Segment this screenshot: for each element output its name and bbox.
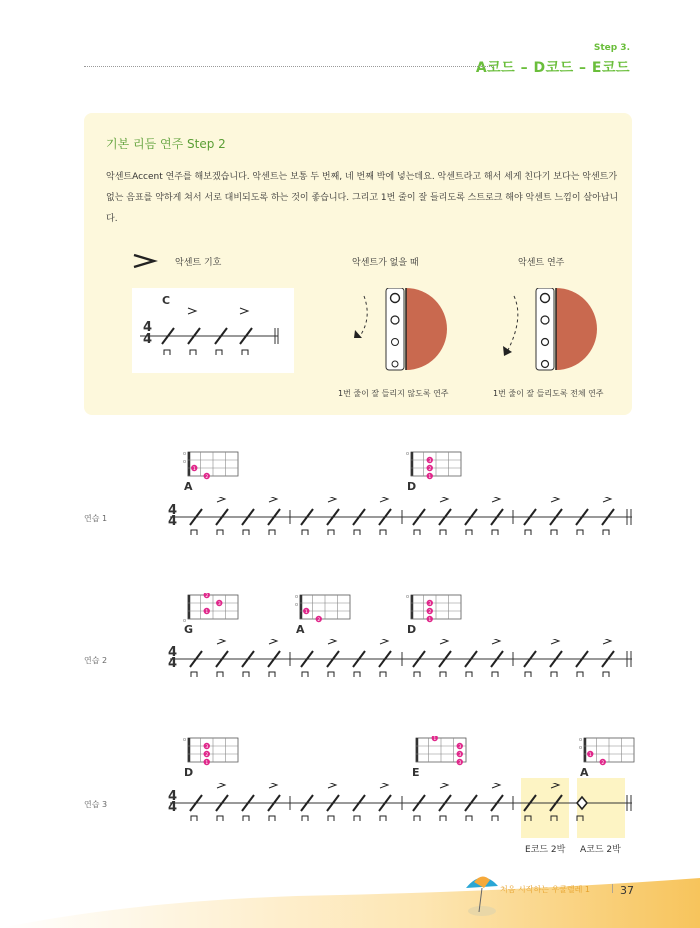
accent-mark [440, 639, 448, 644]
diamond-note [577, 797, 587, 809]
down-stroke-mark [577, 672, 583, 677]
accent-mark [328, 497, 336, 502]
down-stroke-mark [191, 530, 197, 535]
accent-mark [380, 783, 388, 788]
page-number: 37 [620, 884, 634, 897]
accent-mark [380, 497, 388, 502]
a-chord-note: A코드 2박 [580, 845, 621, 855]
accent-mark [492, 783, 500, 788]
down-stroke-mark [414, 816, 420, 821]
finger-number: 2 [317, 618, 321, 623]
time-signature: 4 4 [143, 320, 153, 347]
down-stroke-mark [191, 672, 197, 677]
down-stroke-mark [269, 816, 275, 821]
down-stroke-mark [577, 816, 583, 821]
down-stroke-mark [577, 530, 583, 535]
finger-number: 2 [428, 467, 432, 472]
down-stroke-mark [302, 672, 308, 677]
down-stroke-mark [380, 672, 386, 677]
book-title: 처음 시작하는 우쿨렐레 1 [500, 885, 590, 894]
e-chord-note: E코드 2박 [525, 845, 566, 855]
exercise-label: 연습 2 [84, 656, 108, 665]
open-string-marker: o [406, 594, 410, 600]
chord-diagram-g [180, 593, 240, 627]
accent-mark [217, 639, 225, 644]
down-stroke-mark [551, 816, 557, 821]
open-string-marker: o [295, 602, 299, 608]
down-stroke-mark [302, 530, 308, 535]
chord-diagram-e [408, 736, 468, 770]
down-stroke-mark [525, 672, 531, 677]
rhythm-staff [165, 783, 645, 823]
down-stroke-mark [603, 672, 609, 677]
finger-number: 3 [217, 602, 221, 607]
down-stroke-mark [380, 530, 386, 535]
down-stroke-mark [551, 672, 557, 677]
chord-name: A [184, 480, 193, 493]
down-stroke-mark [328, 816, 334, 821]
finger-number: 1 [192, 467, 196, 472]
down-stroke-mark [380, 816, 386, 821]
chord-diagram-a [180, 450, 240, 484]
chord-diagram-a [292, 593, 352, 627]
down-stroke-mark [354, 672, 360, 677]
time-signature: 4 4 [168, 503, 178, 529]
open-string-marker: o [183, 618, 187, 624]
down-stroke-mark [525, 530, 531, 535]
down-stroke-mark [492, 672, 498, 677]
accent-mark [603, 639, 611, 644]
down-stroke-mark [414, 530, 420, 535]
down-stroke-mark [269, 530, 275, 535]
down-stroke-mark [354, 530, 360, 535]
finger-number: 3 [428, 459, 432, 464]
finger-number: 2 [205, 475, 209, 480]
finger-number: 2 [601, 761, 605, 766]
footer-separator: | [611, 884, 615, 894]
open-string-marker: o [579, 737, 583, 743]
down-stroke-mark [328, 530, 334, 535]
finger-number: 1 [433, 737, 437, 742]
down-stroke-mark [191, 816, 197, 821]
down-stroke-mark [466, 672, 472, 677]
no-accent-caption: 1번 줄이 잘 들리지 않도록 연주 [338, 389, 449, 398]
finger-number: 3 [458, 761, 462, 766]
chord-name: G [184, 623, 194, 636]
down-stroke-mark [243, 672, 249, 677]
rhythm-staff [165, 639, 645, 679]
finger-number: 1 [205, 761, 209, 766]
rhythm-staff [165, 497, 645, 537]
chord-name: D [407, 480, 417, 493]
accent-mark [603, 497, 611, 502]
open-string-marker: o [183, 451, 187, 457]
down-stroke-mark [492, 530, 498, 535]
section-title: A코드 – D코드 – E코드 [475, 60, 630, 76]
finger-number: 2 [205, 594, 209, 599]
no-accent-label: 악센트가 없을 때 [352, 258, 419, 268]
down-stroke-mark [603, 530, 609, 535]
chord-name: E [412, 766, 420, 779]
finger-number: 3 [458, 745, 462, 750]
accent-mark [492, 639, 500, 644]
accent-illustration [500, 288, 610, 378]
accent-mark [269, 497, 277, 502]
step-label: Step 3. [593, 43, 630, 53]
accent-mark [551, 497, 559, 502]
finger-number: 1 [304, 610, 308, 615]
finger-number: 3 [458, 753, 462, 758]
finger-number: 3 [205, 745, 209, 750]
down-stroke-mark [414, 672, 420, 677]
accent-caption: 1번 줄이 잘 들리도록 전체 연주 [493, 389, 604, 398]
accent-mark [380, 639, 388, 644]
chord-name: D [407, 623, 417, 636]
down-stroke-mark [440, 816, 446, 821]
accent-mark [217, 783, 225, 788]
box-body-text: 악센트Accent 연주를 해보겠습니다. 악센트는 보통 두 번째, 네 번째 박에 넣는데요. 악센트라고 해서 세게 친다기 보다는 악센트가 없는 음표를 약하게 쳐서 서로 대비되도록 하는 것이 좋습니다. 그리고 1번 줄이 잘 들리도록 스트로크 해야 악센트 느낌이 살아납니다. [106, 172, 619, 224]
accent-example-rhythm [132, 288, 294, 373]
beach-umbrella-icon [462, 868, 502, 918]
finger-number: 3 [428, 602, 432, 607]
accent-mark [328, 639, 336, 644]
header-divider [84, 66, 494, 67]
accent-symbol-label: 악센트 기호 [175, 258, 222, 268]
open-string-marker: o [183, 459, 187, 465]
chord-name: D [184, 766, 194, 779]
accent-mark [269, 639, 277, 644]
no-accent-illustration [350, 288, 460, 378]
open-string-marker: o [406, 451, 410, 457]
accent-mark [269, 783, 277, 788]
down-stroke-mark [269, 672, 275, 677]
down-stroke-mark [525, 816, 531, 821]
down-stroke-mark [440, 530, 446, 535]
down-stroke-mark [466, 530, 472, 535]
finger-number: 1 [588, 753, 592, 758]
finger-number: 1 [205, 610, 209, 615]
down-stroke-mark [354, 816, 360, 821]
time-signature: 4 4 [168, 645, 178, 671]
accent-mark [440, 497, 448, 502]
finger-number: 2 [205, 753, 209, 758]
down-stroke-mark [551, 530, 557, 535]
finger-number: 1 [428, 618, 432, 623]
accent-mark [551, 783, 559, 788]
down-stroke-mark [492, 816, 498, 821]
open-string-marker: o [579, 745, 583, 751]
exercise-label: 연습 3 [84, 800, 108, 809]
down-stroke-mark [466, 816, 472, 821]
accent-mark [328, 783, 336, 788]
chord-name: A [580, 766, 589, 779]
chord-diagram-a [576, 736, 636, 770]
down-stroke-mark [217, 672, 223, 677]
accent-symbol-icon [132, 252, 158, 274]
time-signature: 4 4 [168, 789, 178, 815]
down-stroke-mark [217, 816, 223, 821]
down-stroke-mark [217, 530, 223, 535]
down-stroke-mark [243, 530, 249, 535]
finger-number: 2 [428, 610, 432, 615]
open-string-marker: o [295, 594, 299, 600]
example-chord-name: C [162, 294, 171, 307]
accent-mark [551, 639, 559, 644]
accent-mark [492, 497, 500, 502]
accent-play-label: 악센트 연주 [518, 258, 565, 268]
finger-number: 1 [428, 475, 432, 480]
chord-diagram-d [403, 593, 463, 627]
box-title: 기본 리듬 연주 Step 2 [106, 137, 226, 151]
chord-diagram-d [180, 736, 240, 770]
open-string-marker: o [183, 737, 187, 743]
accent-mark [217, 497, 225, 502]
down-stroke-mark [302, 816, 308, 821]
footer-wave [0, 860, 700, 928]
down-stroke-mark [243, 816, 249, 821]
down-stroke-mark [440, 672, 446, 677]
down-stroke-mark [328, 672, 334, 677]
exercise-label: 연습 1 [84, 514, 108, 523]
chord-diagram-d [403, 450, 463, 484]
chord-name: A [296, 623, 305, 636]
accent-mark [440, 783, 448, 788]
